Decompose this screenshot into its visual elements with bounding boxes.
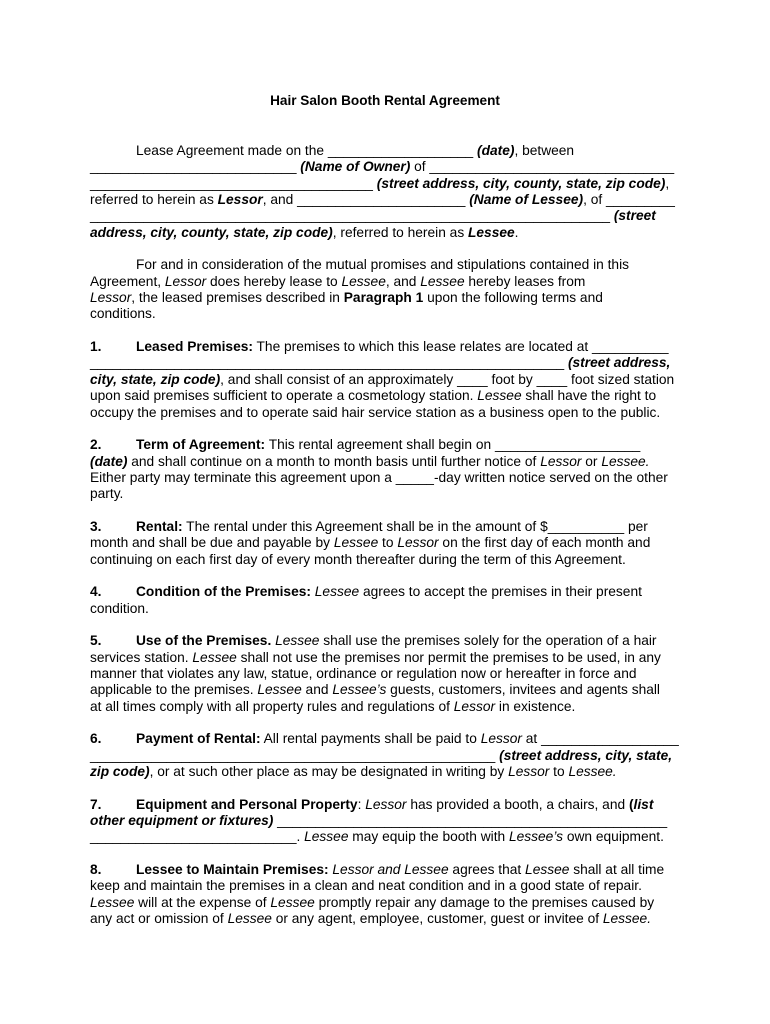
text-line <box>90 306 690 322</box>
document-title: Hair Salon Booth Rental Agreement <box>270 93 500 108</box>
text-segment: at __________________ <box>521 731 679 747</box>
text-segment: Lessee’s <box>332 682 387 698</box>
text-line <box>90 731 690 747</box>
section-number: 4. <box>90 584 102 600</box>
text-line <box>90 372 690 388</box>
section-number: 3. <box>90 518 102 534</box>
text-line <box>90 829 690 845</box>
text-segment: , or at such other place as may be designated in writing by <box>149 764 509 780</box>
text-segment: or any agent, employee, customer, guest or invitee of <box>271 911 603 927</box>
text-line <box>90 535 690 551</box>
section-6 <box>90 731 690 780</box>
section-2 <box>90 437 690 502</box>
text-segment: continuing on each first day of every month thereafter during the term of this Agreement. <box>90 551 626 567</box>
section-number: 6. <box>90 731 102 747</box>
text-segment: Lessee’s <box>508 829 564 845</box>
text-segment: may equip the booth with <box>348 829 509 845</box>
text-segment: Use of the Premises. <box>136 633 272 649</box>
text-segment: to <box>378 535 398 551</box>
text-segment: at all times comply with all property rules and regulations of <box>90 698 454 714</box>
text-line <box>90 666 690 682</box>
text-segment: This rental agreement shall begin on ___________________ <box>265 437 641 453</box>
fill-in-blank: ____________________________________________________________________ <box>90 208 614 224</box>
text-line <box>90 764 690 780</box>
text-line <box>90 682 690 698</box>
text-segment: (Name of Owner) <box>300 159 411 175</box>
text-segment: keep and maintain the premises in a clean and neat condition and in a good state of repair. <box>90 878 642 894</box>
text-line <box>90 143 690 159</box>
text-segment: Term of Agreement: <box>136 437 266 453</box>
text-line <box>90 813 690 829</box>
text-line <box>90 650 690 666</box>
text-segment: ( <box>628 796 634 812</box>
text-segment: shall at all time <box>569 862 665 878</box>
text-segment: conditions. <box>90 306 156 322</box>
text-segment: city, state, zip code) <box>90 371 221 387</box>
fill-in-blank: _____________________________________________________ <box>90 747 500 763</box>
text-segment: Lessee <box>341 273 386 289</box>
text-segment: Lessee <box>270 894 315 910</box>
text-segment: Lessor <box>508 764 550 780</box>
text-segment: month and shall be due and payable by <box>90 535 334 551</box>
text-segment: to <box>549 764 569 780</box>
text-line <box>90 176 690 192</box>
section-3 <box>90 519 690 568</box>
text-segment: Lessee <box>304 829 349 845</box>
text-segment: (street <box>613 208 656 224</box>
text-segment: of <box>410 159 430 175</box>
text-line <box>90 895 690 911</box>
text-segment: applicable to the premises. <box>90 682 258 698</box>
text-segment: Lessor <box>453 698 496 714</box>
text-line <box>90 290 690 306</box>
text-line <box>90 584 690 600</box>
text-segment: (Name of Lessee) <box>469 192 584 208</box>
text-segment: hereby leases from <box>464 273 586 289</box>
text-segment: , referred to herein as <box>332 224 469 240</box>
text-segment: (street address, <box>567 355 671 371</box>
text-segment: Lessor <box>480 731 522 747</box>
text-segment: : <box>357 796 366 812</box>
fill-in-blank: ___________________________ <box>90 159 301 175</box>
text-line <box>90 486 690 502</box>
section-4 <box>90 584 690 617</box>
text-segment: Lessee <box>275 633 320 649</box>
text-segment: Lessor <box>217 192 263 208</box>
text-line <box>90 699 690 715</box>
fill-in-blank: ______________________ <box>297 192 470 208</box>
text-segment: shall use the premises solely for the operation of a hair <box>319 633 657 649</box>
text-line <box>90 257 690 273</box>
text-segment: , and <box>385 273 421 289</box>
text-segment: Lease Agreement made on the <box>136 143 328 158</box>
text-line <box>90 437 690 453</box>
section-number: 7. <box>90 796 102 812</box>
fill-in-blank: ___________________________________________________ <box>273 813 668 829</box>
text-segment: Lessor <box>540 453 582 469</box>
text-segment: guests, customers, invitees and agents shall <box>386 682 660 698</box>
section-number: 1. <box>90 339 102 355</box>
text-segment: address, city, county, state, zip code) <box>90 224 333 240</box>
text-segment: upon the following terms and <box>423 290 603 306</box>
text-line <box>90 862 690 878</box>
section-number: 5. <box>90 633 102 649</box>
text-segment: (date) <box>477 143 515 158</box>
text-segment: Rental: <box>136 518 183 534</box>
text-segment: Lessor <box>164 273 207 289</box>
text-segment: and <box>301 682 333 698</box>
text-segment: Agreement, <box>90 273 165 289</box>
section-5 <box>90 633 690 715</box>
text-segment: shall not use the premises nor permit the premises to be used, in any <box>236 649 661 665</box>
text-line <box>90 911 690 927</box>
section-7 <box>90 797 690 846</box>
text-segment: Payment of Rental: <box>136 731 261 747</box>
text-segment: Lessee. <box>602 911 652 927</box>
text-segment: agrees that <box>448 862 526 878</box>
text-line <box>90 601 690 617</box>
text-line <box>90 470 690 486</box>
text-segment: Lessee <box>468 224 515 240</box>
text-line <box>90 633 690 649</box>
intro-paragraph <box>90 143 690 241</box>
text-segment: or <box>581 453 602 469</box>
text-segment: Lessor <box>397 535 439 551</box>
text-segment: , <box>665 175 670 191</box>
text-segment: Lessee <box>525 862 570 878</box>
text-line <box>90 878 690 894</box>
text-segment: Equipment and Personal Property <box>136 796 358 812</box>
text-segment: other equipment or fixtures) <box>90 813 274 829</box>
text-line <box>90 225 690 241</box>
text-segment: Lessee <box>477 388 522 404</box>
text-segment: , of <box>583 192 607 208</box>
text-segment: , the leased premises described in <box>131 290 344 306</box>
text-line <box>90 339 690 355</box>
text-line <box>90 159 690 175</box>
section-1 <box>90 339 690 421</box>
text-segment: . <box>514 224 519 240</box>
section-number: 2. <box>90 437 102 453</box>
text-segment: has provided a booth, a chairs, and <box>406 796 629 812</box>
text-segment: and shall continue on a month to month basis until further notice of <box>127 453 541 469</box>
text-line <box>90 748 690 764</box>
fill-in-blank: ___________________ <box>327 143 477 158</box>
text-line <box>90 454 690 470</box>
text-line <box>90 355 690 371</box>
fill-in-blank: ________________________________ <box>429 159 675 175</box>
text-segment: zip code) <box>90 764 150 780</box>
text-segment: Lessee to Maintain Premises: <box>136 862 329 878</box>
text-segment: Lessee <box>333 535 379 551</box>
text-line <box>90 552 690 568</box>
text-segment: Leased Premises: <box>136 339 253 355</box>
fill-in-blank: _________ <box>606 192 675 208</box>
text-line <box>90 519 690 535</box>
text-segment: shall have the right to <box>521 388 657 404</box>
text-segment: For and in consideration of the mutual promises and stipulations contained in this <box>136 257 629 273</box>
text-segment: Lessor <box>90 290 132 306</box>
text-segment: Lessee <box>227 911 272 927</box>
text-segment: upon said premises sufficient to operate a cosmetology station. <box>90 388 478 404</box>
text-segment: in existence. <box>495 698 576 714</box>
section-8 <box>90 862 690 927</box>
fill-in-blank: _____________________________________ <box>90 175 377 191</box>
text-segment: All rental payments shall be paid to <box>260 731 481 747</box>
text-segment: condition. <box>90 600 149 616</box>
fill-in-blank: ______________________________________________________________ <box>90 355 568 371</box>
text-segment: own equipment. <box>563 829 664 845</box>
text-segment: party. <box>90 486 124 502</box>
intro-paragraph <box>90 257 690 322</box>
text-segment: , between <box>514 143 575 158</box>
text-line <box>90 208 690 224</box>
text-line <box>90 192 690 208</box>
text-segment: Lessee <box>90 894 135 910</box>
text-line <box>90 405 690 421</box>
text-segment: Lessee <box>192 649 237 665</box>
text-segment: Lessor and Lessee <box>332 862 449 878</box>
text-segment: The rental under this Agreement shall be in the amount of $__________ per <box>182 518 648 534</box>
text-segment: manner that violates any law, statue, ordinance or regulation now or hereafter in force and <box>90 666 637 681</box>
text-segment: (date) <box>90 453 128 469</box>
text-segment: , and shall consist of an approximately ____ foot by ____ foot sized station <box>220 371 675 387</box>
text-segment: Lessee <box>257 682 302 698</box>
text-segment: services station. <box>90 649 193 665</box>
text-segment: Paragraph 1 <box>343 290 424 306</box>
text-segment: The premises to which this lease relates are located at __________ <box>252 339 669 355</box>
text-segment: any act or omission of <box>90 911 228 927</box>
text-segment: Either party may terminate this agreement upon a _____-day written notice served on the other <box>90 469 668 485</box>
text-segment: Lessee <box>420 273 465 289</box>
text-segment: (street address, city, state, <box>499 747 673 763</box>
text-line <box>90 797 690 813</box>
text-segment: promptly repair any damage to the premises caused by <box>314 894 655 910</box>
text-segment: Lessee. <box>568 764 617 780</box>
text-segment: (street address, city, county, state, zip code) <box>376 175 666 191</box>
text-segment: will at the expense of <box>134 894 271 910</box>
text-segment: referred to herein as <box>90 192 218 208</box>
text-segment: agrees to accept the premises in their present <box>359 584 642 600</box>
document-body <box>90 143 690 944</box>
text-segment: Lessor <box>365 796 407 812</box>
text-segment: list <box>633 796 654 812</box>
text-segment: does hereby lease to <box>206 273 342 289</box>
text-segment: on the first day of each month and <box>438 535 651 551</box>
text-segment: Condition of the Premises: <box>136 584 311 600</box>
text-segment: Lessee <box>314 584 360 600</box>
text-segment: Lessee. <box>601 453 650 469</box>
text-line <box>90 274 690 290</box>
text-line <box>90 388 690 404</box>
section-number: 8. <box>90 862 102 878</box>
text-segment: , and <box>262 192 298 208</box>
text-segment: occupy the premises and to operate said hair service station as a business open to the public. <box>90 404 661 420</box>
fill-in-blank: ___________________________. <box>90 829 305 845</box>
